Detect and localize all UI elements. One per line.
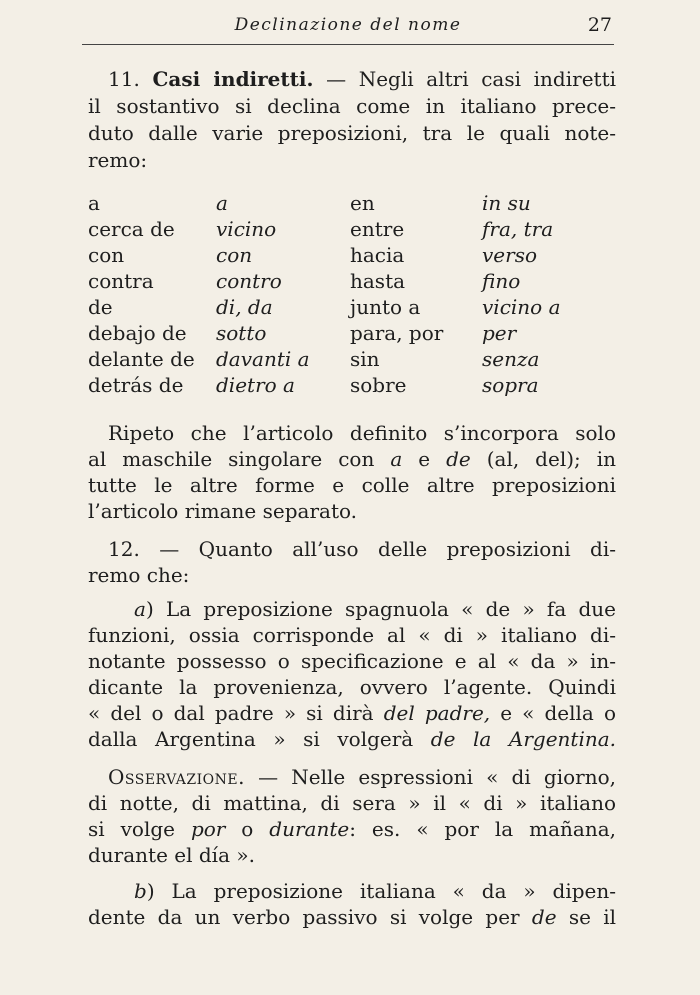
- item-b-italic: de: [531, 905, 557, 929]
- item-a-text: e « della o: [490, 701, 616, 725]
- ripeto-line-2: [88, 446, 616, 472]
- item-b-line-1: [88, 878, 616, 904]
- item-b-text: ) La preposizione italiana « da » dipen-: [146, 879, 616, 903]
- table-cell: dietro a: [216, 373, 295, 397]
- table-cell: sin: [350, 347, 380, 371]
- osservazione-line-2: di notte, di mattina, di sera » il « di » italiano: [88, 791, 616, 815]
- table-cell: contro: [216, 269, 282, 293]
- table-cell: con: [216, 243, 253, 267]
- section-11-line-2: il sostantivo si declina come in italiano prece-: [88, 94, 616, 118]
- ripeto-a: a: [390, 447, 403, 471]
- section-11-line-4: remo:: [88, 148, 148, 172]
- item-a-text: dalla Argentina » si volgerà: [88, 727, 431, 751]
- table-cell: fra, tra: [482, 217, 554, 241]
- osservazione-text: si volge: [88, 817, 191, 841]
- ripeto-line-1: Ripeto che l’articolo definito s’incorpora solo: [108, 421, 616, 445]
- section-11-number: 11.: [108, 67, 140, 91]
- table-cell: verso: [482, 243, 537, 267]
- osservazione-text: o: [225, 817, 270, 841]
- table-cell: sotto: [216, 321, 267, 345]
- item-b-text: se il: [556, 905, 617, 929]
- osservazione-text: : es. « por la mañana,: [349, 817, 616, 841]
- item-a-text: « del o dal padre » si dirà: [88, 701, 384, 725]
- table-cell: detrás de: [88, 373, 184, 397]
- osservazione-line-1: [88, 764, 616, 790]
- osservazione-line-3: [88, 816, 616, 842]
- table-cell: sopra: [482, 373, 539, 397]
- table-cell: a: [88, 191, 100, 215]
- section-12-line-1: 12. — Quanto all’uso delle preposizioni di-: [108, 537, 616, 561]
- table-cell: vicino: [216, 217, 277, 241]
- item-b-text: dente da un verbo passivo si volge per: [88, 905, 532, 929]
- osservazione-italic: durante: [269, 817, 350, 841]
- table-cell: hacia: [350, 243, 405, 267]
- item-a-line-1: [88, 596, 616, 622]
- ripeto-de: de: [446, 447, 471, 471]
- section-11-line-3: duto dalle varie preposizioni, tra le quali note-: [88, 121, 616, 145]
- item-a-line-3: notante possesso o specificazione e al « da » in-: [88, 649, 616, 673]
- table-cell: senza: [482, 347, 540, 371]
- table-cell: davanti a: [216, 347, 310, 371]
- item-a-line-5: [88, 700, 616, 726]
- table-cell: a: [216, 191, 228, 215]
- table-cell: en: [350, 191, 375, 215]
- ripeto-line-4: l’articolo rimane separato.: [88, 499, 358, 523]
- table-cell: para, por: [350, 321, 444, 345]
- table-cell: di, da: [216, 295, 273, 319]
- table-cell: vicino a: [482, 295, 561, 319]
- item-b-letter: b: [134, 879, 147, 903]
- table-cell: de: [88, 295, 113, 319]
- running-header: [82, 12, 614, 45]
- table-cell: per: [482, 321, 517, 345]
- item-a-line-2: funzioni, ossia corrisponde al « di » italiano di-: [88, 623, 616, 647]
- item-a-italic: de la Argentina.: [430, 727, 617, 751]
- ripeto-line-3: tutte le altre forme e colle altre preposizioni: [88, 473, 616, 497]
- item-a-line-6: [88, 726, 616, 752]
- page-number: 27: [587, 14, 612, 36]
- table-cell: sobre: [350, 373, 407, 397]
- osservazione-italic: por: [190, 817, 226, 841]
- table-cell: delante de: [88, 347, 195, 371]
- ripeto-text: al maschile singolare con: [88, 447, 391, 471]
- table-cell: contra: [88, 269, 154, 293]
- osservazione-line-4: durante el día ».: [88, 843, 255, 867]
- section-11-line-1-text: — Negli altri casi indiretti: [313, 67, 616, 91]
- table-cell: cerca de: [88, 217, 175, 241]
- table-cell: in su: [482, 191, 531, 215]
- item-a-italic: del padre,: [383, 701, 491, 725]
- item-a-letter: a: [134, 597, 146, 621]
- ripeto-text: e: [402, 447, 447, 471]
- table-cell: entre: [350, 217, 405, 241]
- item-a-text: ) La preposizione spagnuola « de » fa due: [145, 597, 616, 621]
- section-12-line-2: remo che:: [88, 563, 190, 587]
- item-b-line-2: [88, 904, 616, 930]
- section-11-line-1: [88, 66, 616, 92]
- table-cell: fino: [482, 269, 521, 293]
- osservazione-label: Osservazione.: [108, 765, 245, 789]
- ripeto-text: (al, del); in: [470, 447, 617, 471]
- table-cell: debajo de: [88, 321, 187, 345]
- osservazione-text: — Nelle espressioni « di giorno,: [244, 765, 616, 789]
- table-cell: hasta: [350, 269, 406, 293]
- table-cell: con: [88, 243, 125, 267]
- section-11-heading: Casi indiretti.: [152, 67, 314, 91]
- item-a-line-4: dicante la provenienza, ovvero l’agente. Quindi: [88, 675, 616, 699]
- table-cell: junto a: [350, 295, 421, 319]
- running-title: Declinazione del nome: [234, 15, 462, 35]
